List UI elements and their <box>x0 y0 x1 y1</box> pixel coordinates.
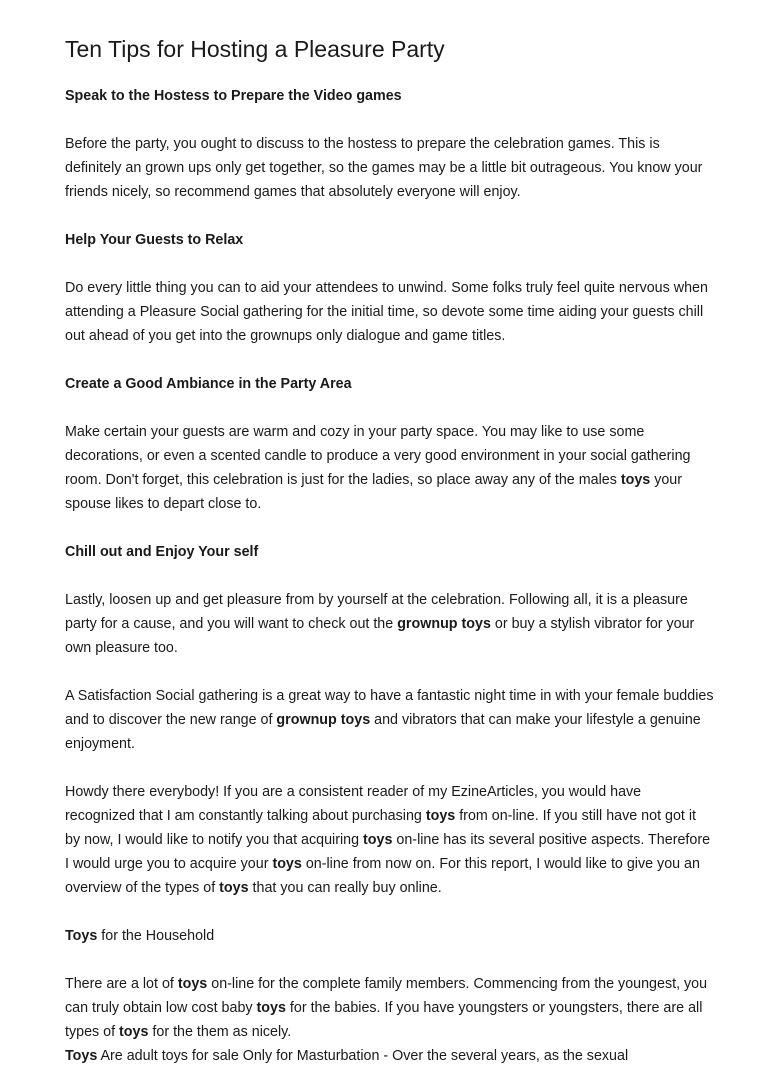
paragraph <box>65 684 715 756</box>
bold-text: grownup toys <box>276 712 371 728</box>
paragraph <box>65 420 715 516</box>
text-run: and vibrators that can make your lifestyle a genuine enjoyment. <box>65 712 701 752</box>
bold-text: Toys <box>65 1048 98 1064</box>
document-body <box>65 84 715 1068</box>
section-heading <box>65 372 715 396</box>
text-run: Howdy there everybody! If you are a consistent reader of my EzineArticles, you would have recognized that I am constantly talking about purchasing <box>65 784 642 824</box>
text-run: that you can really buy online. <box>248 880 442 896</box>
bold-text: toys <box>620 472 651 488</box>
text-run: on-line from now on. For this report, I would like to give you an overview of the types of <box>65 856 700 896</box>
paragraph <box>65 972 715 1044</box>
paragraph <box>65 924 715 948</box>
text-run: Make certain your guests are warm and cozy in your party space. You may like to use some decorations, or even a scented candle to produce a very good environment in your social gathering room. Don't forget, this celebration is just for the ladies, so place away any of the males <box>65 424 691 488</box>
text-run: Are adult toys for sale Only for Masturbation - Over the several years, as the sexual <box>97 1048 629 1064</box>
bold-text: Create a Good Ambiance in the Party Area <box>65 376 352 392</box>
text-run: Lastly, loosen up and get pleasure from by yourself at the celebration. Following all, it is a pleasure party for a cause, and you will want to check out the <box>65 592 688 632</box>
bold-text: grownup toys <box>397 616 491 632</box>
text-run: on-line has its several positive aspects. Therefore I would urge you to acquire your <box>65 832 711 872</box>
text-run: Before the party, you ought to discuss to the hostess to prepare the celebration games. This is definitely an grown ups only get together, so the games may be a little bit outrageous. You know your friends nicely, so recommend games that absolutely everyone will enjoy. <box>65 136 703 200</box>
text-run: from on-line. If you still have not got it by now, I would like to notify you that acquiring <box>65 808 697 848</box>
document-page <box>65 34 715 1068</box>
bold-text: Toys <box>65 928 98 944</box>
text-run: for the them as nicely. <box>148 1024 292 1040</box>
text-run: or buy a stylish vibrator for your own pleasure too. <box>65 616 695 656</box>
paragraph <box>65 1044 715 1068</box>
section-heading <box>65 84 715 108</box>
section-heading <box>65 228 715 252</box>
paragraph <box>65 276 715 348</box>
bold-text: toys <box>219 880 249 896</box>
paragraph <box>65 588 715 660</box>
bold-text: toys <box>425 808 456 824</box>
bold-text: Help Your Guests to Relax <box>65 232 244 248</box>
bold-text: toys <box>177 976 208 992</box>
text-run: your spouse likes to depart close to. <box>65 472 683 512</box>
document-title: Ten Tips for Hosting a Pleasure Party <box>65 36 445 62</box>
paragraph <box>65 132 715 204</box>
text-run: on-line for the complete family members. Commencing from the youngest, you can truly obtain low cost baby <box>65 976 708 1016</box>
bold-text: toys <box>119 1024 149 1040</box>
bold-text: Speak to the Hostess to Prepare the Video games <box>65 88 402 104</box>
bold-text: toys <box>363 832 393 848</box>
text-run: for the babies. If you have youngsters or youngsters, there are all types of <box>65 1000 703 1040</box>
text-run: for the Household <box>97 928 215 944</box>
paragraph <box>65 780 715 900</box>
bold-text: toys <box>272 856 302 872</box>
text-run: A Satisfaction Social gathering is a great way to have a fantastic night time in with your female buddies and to discover the new range of <box>65 688 714 728</box>
bold-text: toys <box>256 1000 286 1016</box>
text-run: There are a lot of <box>65 976 178 992</box>
section-heading <box>65 540 715 564</box>
bold-text: Chill out and Enjoy Your self <box>65 544 259 560</box>
text-run: Do every little thing you can to aid your attendees to unwind. Some folks truly feel quite nervous when attending a Pleasure Social gathering for the initial time, so devote some time aiding your guests chill out ahead of you get into the grownups only dialogue and game titles. <box>65 280 708 344</box>
